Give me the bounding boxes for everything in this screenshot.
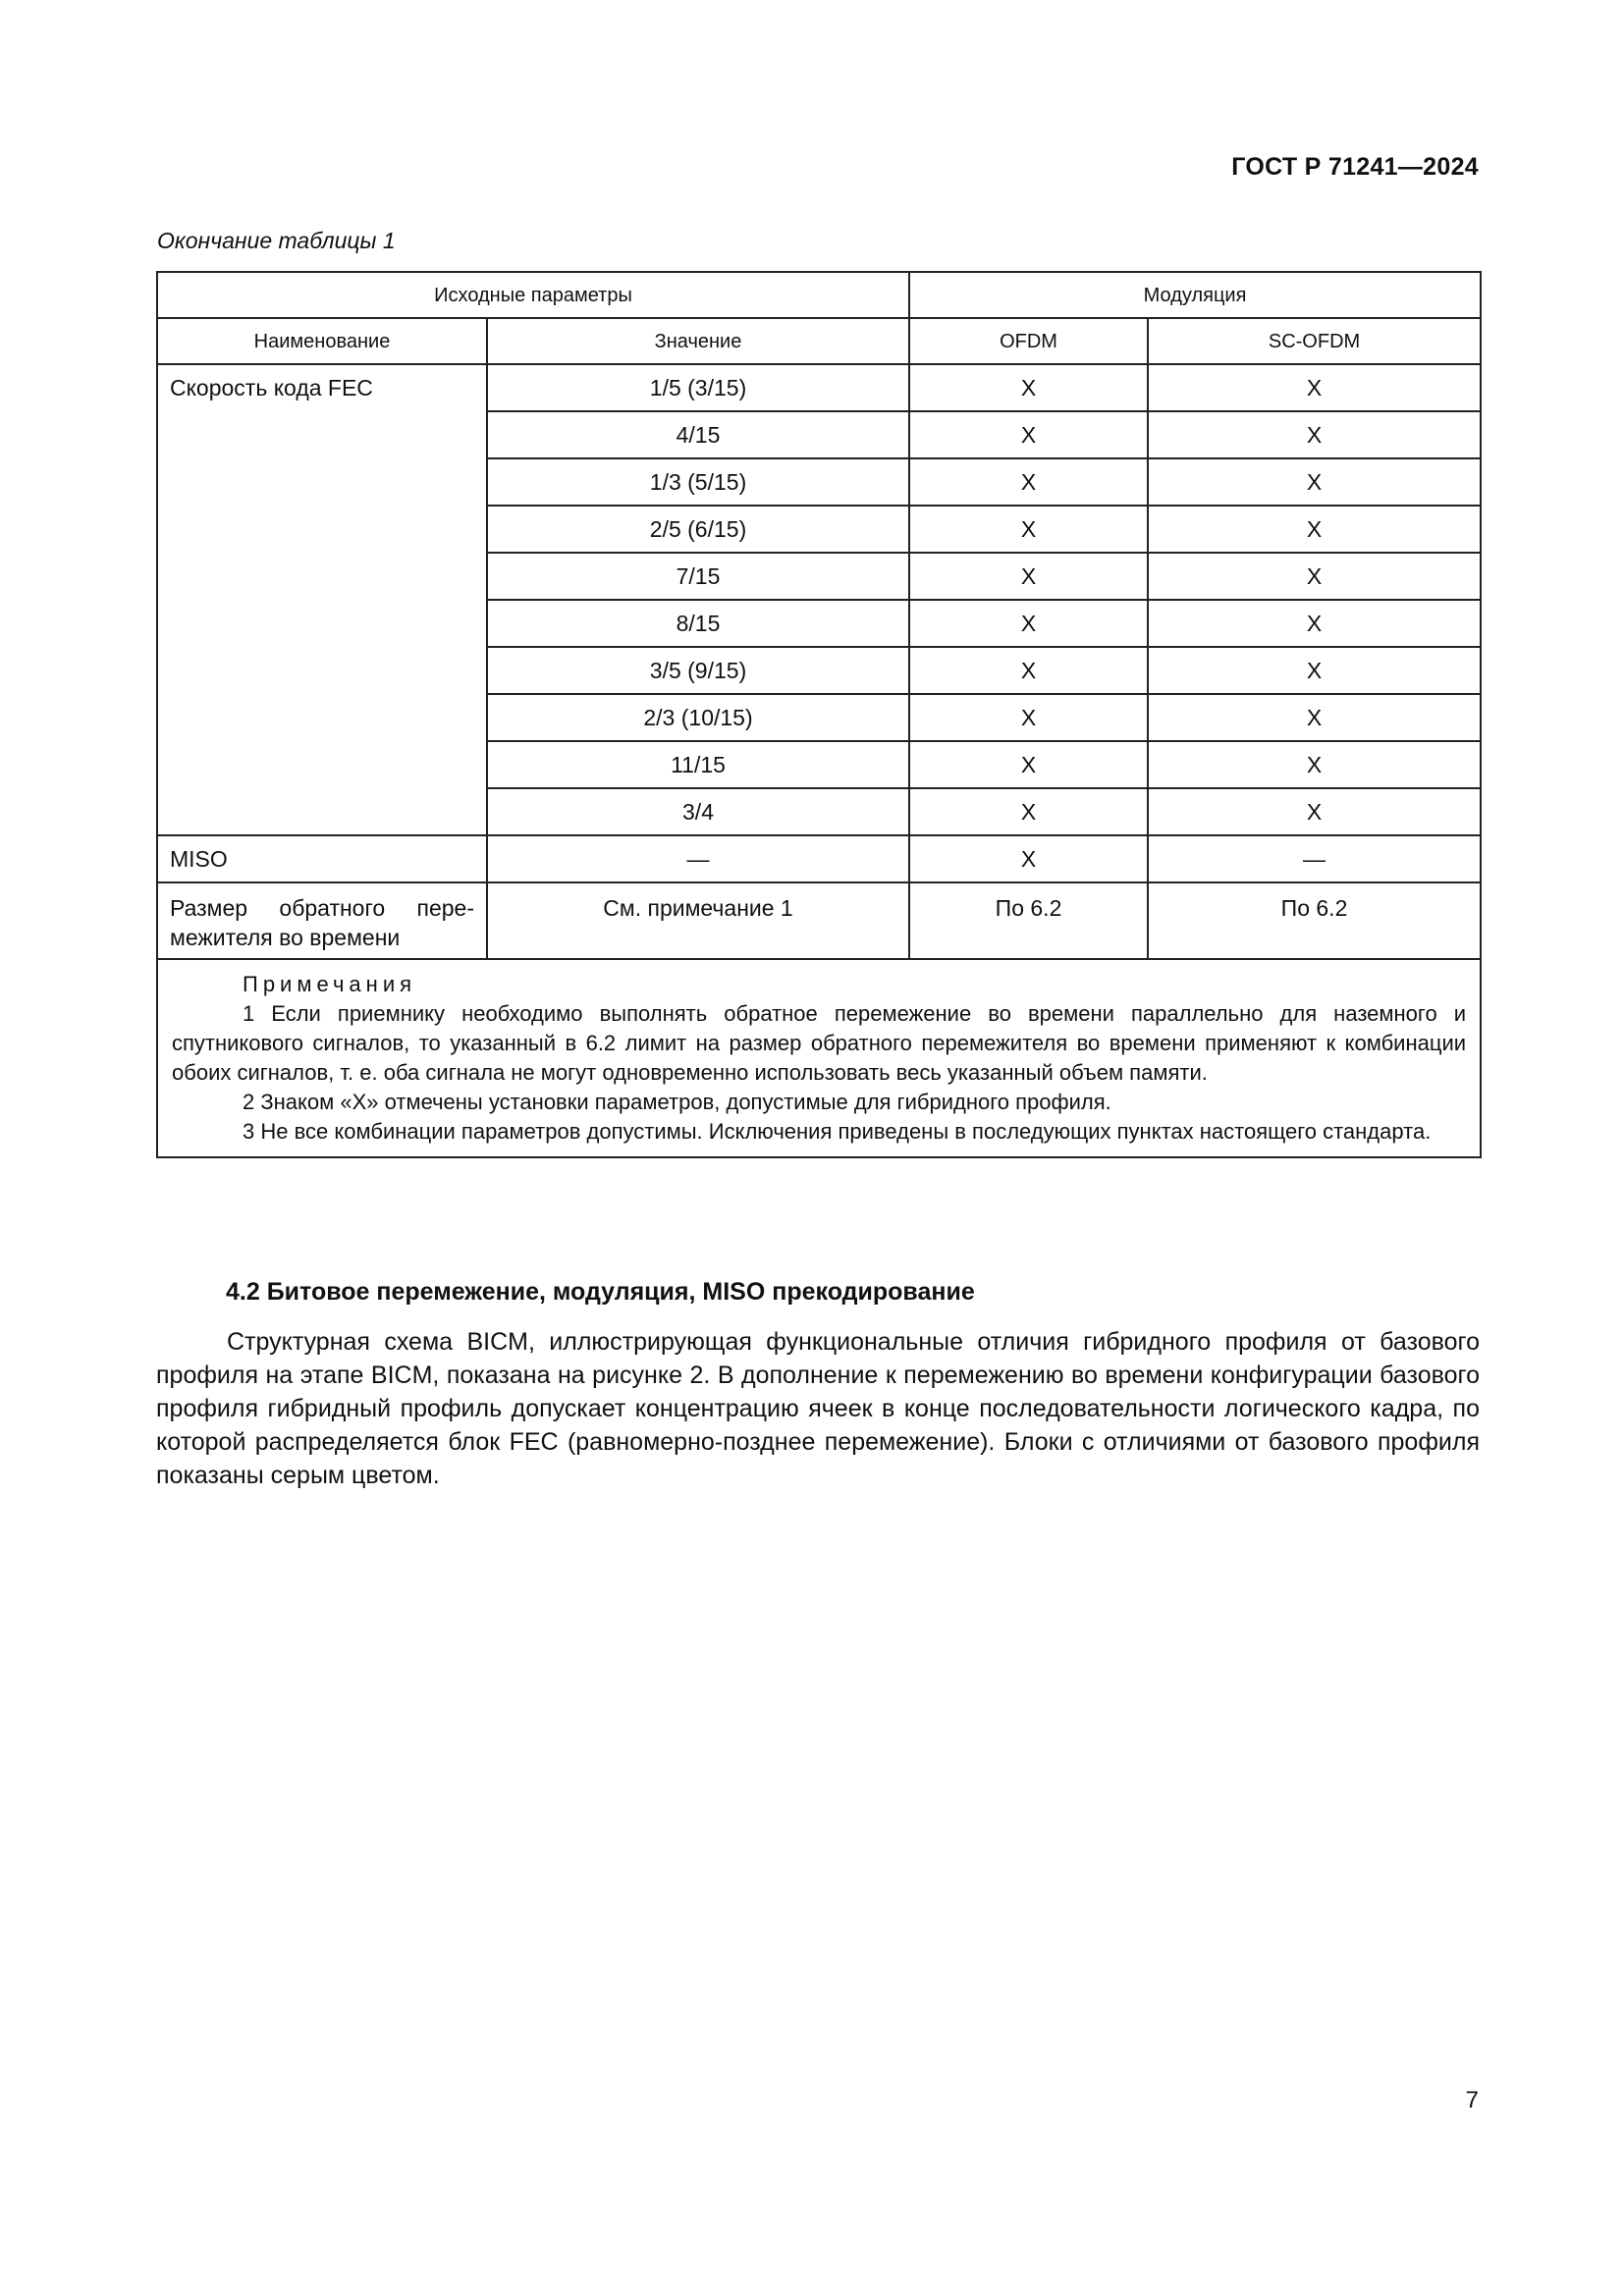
miso-ofdm: X — [909, 835, 1148, 882]
fec-ofdm: X — [909, 694, 1148, 741]
note-1: 1 Если приемнику необходимо выполнять обратное перемежение во времени параллельно для наземного и спутникового сигналов, то указанный в 6.2 лимит на размер обратного перемежителя во времени применяют к комбинации обоих сигналов, т. е. оба сигнала не могут одновременно использовать весь указанный объем памяти. — [172, 1001, 1467, 1085]
table-row-miso — [157, 835, 1481, 882]
fec-sc-ofdm: X — [1148, 788, 1481, 835]
deinterleaver-value: См. примечание 1 — [487, 882, 909, 959]
fec-value: 8/15 — [487, 600, 909, 647]
deinterleaver-sc-ofdm: По 6.2 — [1148, 882, 1481, 959]
fec-ofdm: X — [909, 647, 1148, 694]
fec-value: 2/5 (6/15) — [487, 506, 909, 553]
fec-name-cell: Скорость кода FEC — [157, 364, 487, 835]
header-modulation: Модуляция — [909, 272, 1481, 318]
fec-ofdm: X — [909, 458, 1148, 506]
fec-value: 3/5 (9/15) — [487, 647, 909, 694]
fec-sc-ofdm: X — [1148, 506, 1481, 553]
header-value: Значение — [487, 318, 909, 364]
standard-header: ГОСТ Р 71241—2024 — [1231, 153, 1479, 181]
header-sc-ofdm: SC-OFDM — [1148, 318, 1481, 364]
notes-title: Примечания — [243, 972, 417, 996]
fec-sc-ofdm: X — [1148, 741, 1481, 788]
fec-value: 1/3 (5/15) — [487, 458, 909, 506]
fec-sc-ofdm: X — [1148, 364, 1481, 411]
fec-value: 2/3 (10/15) — [487, 694, 909, 741]
table-caption: Окончание таблицы 1 — [157, 228, 396, 253]
miso-sc-ofdm: — — [1148, 835, 1481, 882]
table-notes — [157, 959, 1481, 1157]
fec-ofdm: X — [909, 741, 1148, 788]
deinterleaver-ofdm: По 6.2 — [909, 882, 1148, 959]
fec-ofdm: X — [909, 364, 1148, 411]
fec-sc-ofdm: X — [1148, 647, 1481, 694]
table-row-deinterleaver — [157, 882, 1481, 959]
fec-ofdm: X — [909, 506, 1148, 553]
fec-sc-ofdm: X — [1148, 694, 1481, 741]
fec-ofdm: X — [909, 788, 1148, 835]
note-3: 3 Не все комбинации параметров допустимы. Исключения приведены в последующих пунктах настоящего стандарта. — [243, 1119, 1432, 1144]
fec-value: 4/15 — [487, 411, 909, 458]
deinterleaver-name: Размер обратного перемежителя во времени — [157, 882, 487, 959]
section-paragraph: Структурная схема BICM, иллюстрирующая функциональные отличия гибридного профиля от базового профиля на этапе BICM, показана на рисунке 2. В дополнение к перемежению во времени конфигурации базового профиля гибридный профиль допускает концентрацию ячеек в конце последовательности логического кадра, по которой распределяется блок FEC (равномерно-позднее перемежение). Блоки с отличиями от базового профиля показаны серым цветом. — [156, 1328, 1480, 1489]
section-title: 4.2 Битовое перемежение, модуляция, MISO прекодирование — [226, 1278, 975, 1306]
fec-sc-ofdm: X — [1148, 458, 1481, 506]
fec-value: 7/15 — [487, 553, 909, 600]
header-ofdm: OFDM — [909, 318, 1148, 364]
fec-sc-ofdm: X — [1148, 600, 1481, 647]
fec-value: 1/5 (3/15) — [487, 364, 909, 411]
fec-value: 11/15 — [487, 741, 909, 788]
fec-sc-ofdm: X — [1148, 411, 1481, 458]
page-number: 7 — [1465, 2087, 1479, 2113]
miso-name: MISO — [157, 835, 487, 882]
fec-ofdm: X — [909, 600, 1148, 647]
parameters-table — [156, 271, 1482, 1158]
header-source-parameters: Исходные параметры — [157, 272, 909, 318]
fec-ofdm: X — [909, 553, 1148, 600]
note-2: 2 Знаком «X» отмечены установки параметров, допустимые для гибридного профиля. — [243, 1090, 1111, 1114]
miso-value: — — [487, 835, 909, 882]
header-name: Наименование — [157, 318, 487, 364]
fec-value: 3/4 — [487, 788, 909, 835]
fec-ofdm: X — [909, 411, 1148, 458]
fec-sc-ofdm: X — [1148, 553, 1481, 600]
table-row — [157, 364, 1481, 411]
